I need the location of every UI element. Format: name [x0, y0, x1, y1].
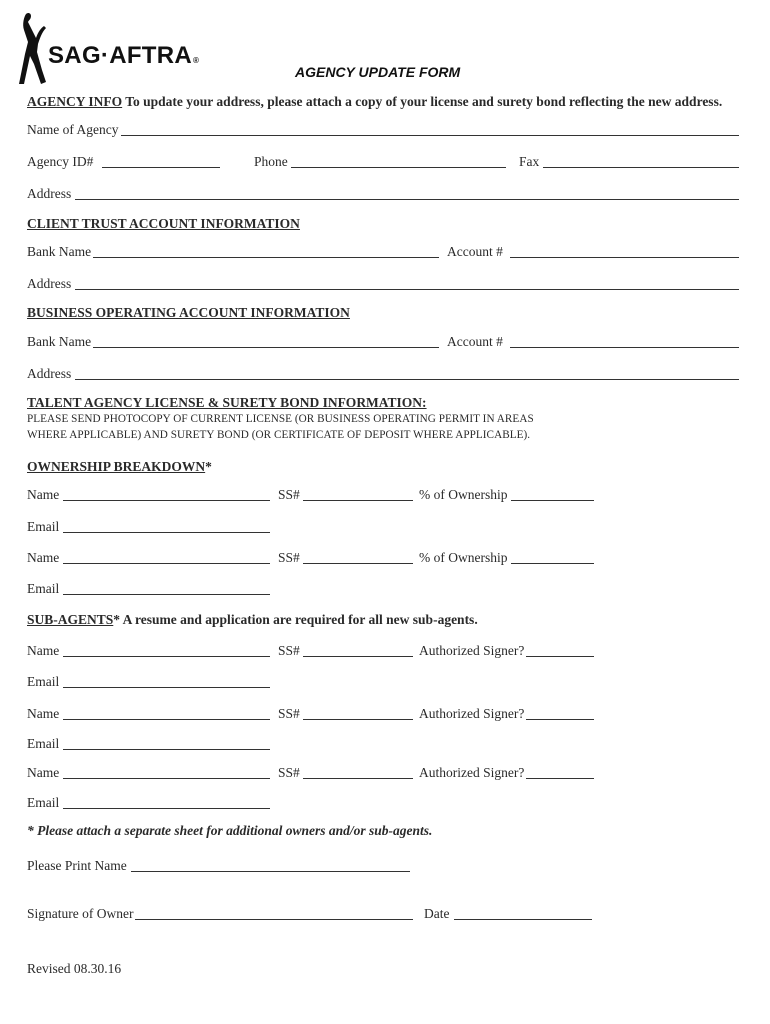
sub-agent-2-email-field[interactable] [63, 749, 270, 750]
owner-1-ss-label: SS# [278, 487, 300, 502]
business-bank-row [27, 333, 739, 353]
agency-id-field[interactable] [102, 167, 220, 168]
sub-agents-title: SUB-AGENTS [27, 612, 114, 627]
license-instruction-line-2: WHERE APPLICABLE) AND SURETY BOND (OR CERTIFICATE OF DEPOSIT WHERE APPLICABLE). [27, 429, 531, 441]
sub-agent-2-name-label: Name [27, 706, 60, 721]
client-account-label: Account # [447, 244, 503, 259]
sub-agent-1-name-label: Name [27, 643, 60, 658]
revision-date: Revised 08.30.16 [27, 961, 122, 976]
business-bank-name-label: Bank Name [27, 334, 92, 349]
ownership-title: OWNERSHIP BREAKDOWN [27, 459, 206, 474]
agency-name-row [27, 121, 739, 141]
owner-2-ss-field[interactable] [303, 563, 413, 564]
signature-label: Signature of Owner [27, 906, 134, 921]
fax-label: Fax [519, 154, 540, 169]
agency-address-label: Address [27, 186, 72, 201]
signature-row [27, 905, 739, 925]
logo-text: SAG·AFTRA [48, 42, 193, 69]
sub-agent-3-ss-field[interactable] [303, 778, 413, 779]
agency-id-row [27, 153, 739, 173]
owner-1-name-label: Name [27, 487, 60, 502]
owner-1-ss-field[interactable] [303, 500, 413, 501]
sub-agent-2-name-field[interactable] [63, 719, 270, 720]
business-address-label: Address [27, 366, 72, 381]
business-account-label: Account # [447, 334, 503, 349]
sub-agent-3-signer-field[interactable] [526, 778, 594, 779]
sub-agent-1-ss-label: SS# [278, 643, 300, 658]
sub-agent-2-ss-label: SS# [278, 706, 300, 721]
client-address-label: Address [27, 276, 72, 291]
client-bank-name-field[interactable] [93, 257, 439, 258]
attach-sheet-note: * Please attach a separate sheet for additional owners and/or sub-agents. [27, 823, 433, 838]
business-bank-name-field[interactable] [93, 347, 439, 348]
fax-field[interactable] [543, 167, 739, 168]
owner-2-pct-field[interactable] [511, 563, 594, 564]
owner-2-email-field[interactable] [63, 594, 270, 595]
owner-1-email-label: Email [27, 519, 60, 534]
owner-2-pct-label: % of Ownership [419, 550, 508, 565]
sub-agent-2-email-row [27, 735, 739, 755]
registered-mark: ® [193, 56, 200, 65]
client-address-row [27, 275, 739, 295]
owner-1-pct-label: % of Ownership [419, 487, 508, 502]
sub-agent-3-email-label: Email [27, 795, 60, 810]
sub-agents-heading [27, 611, 478, 629]
phone-field[interactable] [291, 167, 506, 168]
client-address-field[interactable] [75, 289, 739, 290]
print-name-row [27, 857, 739, 877]
sub-agent-1-email-label: Email [27, 674, 60, 689]
business-address-field[interactable] [75, 379, 739, 380]
form-title: AGENCY UPDATE FORM [295, 64, 461, 80]
sub-agent-3-email-row [27, 794, 739, 814]
sub-agent-1-row [27, 642, 739, 662]
sub-agent-1-name-field[interactable] [63, 656, 270, 657]
agency-address-field[interactable] [75, 199, 739, 200]
sub-agent-3-row [27, 764, 739, 784]
license-title: TALENT AGENCY LICENSE & SURETY BOND INFORMATION: [27, 395, 427, 410]
owner-1-row [27, 486, 739, 506]
sub-agent-3-ss-label: SS# [278, 765, 300, 780]
sub-agent-2-signer-label: Authorized Signer? [419, 706, 525, 721]
sub-agent-3-name-label: Name [27, 765, 60, 780]
sub-agent-2-signer-field[interactable] [526, 719, 594, 720]
business-address-row [27, 365, 739, 385]
sub-agent-3-name-field[interactable] [63, 778, 270, 779]
agency-info-heading [27, 93, 722, 111]
ownership-asterisk: * [205, 459, 212, 474]
sub-agent-1-ss-field[interactable] [303, 656, 413, 657]
sub-agent-3-email-field[interactable] [63, 808, 270, 809]
agency-info-instruction: To update your address, please attach a copy of your license and surety bond reflecting the new address. [122, 94, 723, 109]
owner-1-pct-field[interactable] [511, 500, 594, 501]
owner-2-name-label: Name [27, 550, 60, 565]
owner-2-email-row [27, 580, 739, 600]
owner-1-email-row [27, 518, 739, 538]
owner-1-email-field[interactable] [63, 532, 270, 533]
logo-wordmark [48, 42, 198, 70]
license-heading [27, 394, 427, 412]
sub-agent-3-signer-label: Authorized Signer? [419, 765, 525, 780]
sub-agent-1-email-field[interactable] [63, 687, 270, 688]
agency-address-row [27, 185, 739, 205]
phone-label: Phone [254, 154, 288, 169]
sub-agent-1-signer-field[interactable] [526, 656, 594, 657]
date-label: Date [424, 906, 450, 921]
client-account-field[interactable] [510, 257, 739, 258]
owner-2-ss-label: SS# [278, 550, 300, 565]
ownership-heading [27, 458, 212, 476]
owner-2-name-field[interactable] [63, 563, 270, 564]
client-bank-name-label: Bank Name [27, 244, 92, 259]
agency-id-label: Agency ID# [27, 154, 94, 169]
sub-agent-2-row [27, 705, 739, 725]
print-name-label: Please Print Name [27, 858, 127, 873]
sub-agent-2-email-label: Email [27, 736, 60, 751]
sub-agent-1-email-row [27, 673, 739, 693]
sub-agents-note: * A resume and application are required for all new sub-agents. [113, 612, 478, 627]
sub-agent-2-ss-field[interactable] [303, 719, 413, 720]
business-operating-title: BUSINESS OPERATING ACCOUNT INFORMATION [27, 305, 350, 320]
client-trust-bank-row [27, 243, 739, 263]
owner-2-email-label: Email [27, 581, 60, 596]
date-field[interactable] [454, 919, 592, 920]
client-trust-heading [27, 215, 300, 233]
sub-agent-1-signer-label: Authorized Signer? [419, 643, 525, 658]
client-trust-title: CLIENT TRUST ACCOUNT INFORMATION [27, 216, 300, 231]
agency-info-title: AGENCY INFO [27, 94, 123, 109]
sag-aftra-logo-icon [16, 12, 50, 86]
agency-name-label: Name of Agency [27, 122, 119, 137]
signature-field[interactable] [135, 919, 413, 920]
print-name-field[interactable] [131, 871, 410, 872]
license-instruction-line-1: PLEASE SEND PHOTOCOPY OF CURRENT LICENSE (OR BUSINESS OPERATING PERMIT IN AREAS [27, 413, 534, 425]
business-operating-heading [27, 304, 350, 322]
agency-name-field[interactable] [121, 135, 739, 136]
owner-1-name-field[interactable] [63, 500, 270, 501]
business-account-field[interactable] [510, 347, 739, 348]
owner-2-row [27, 549, 739, 569]
